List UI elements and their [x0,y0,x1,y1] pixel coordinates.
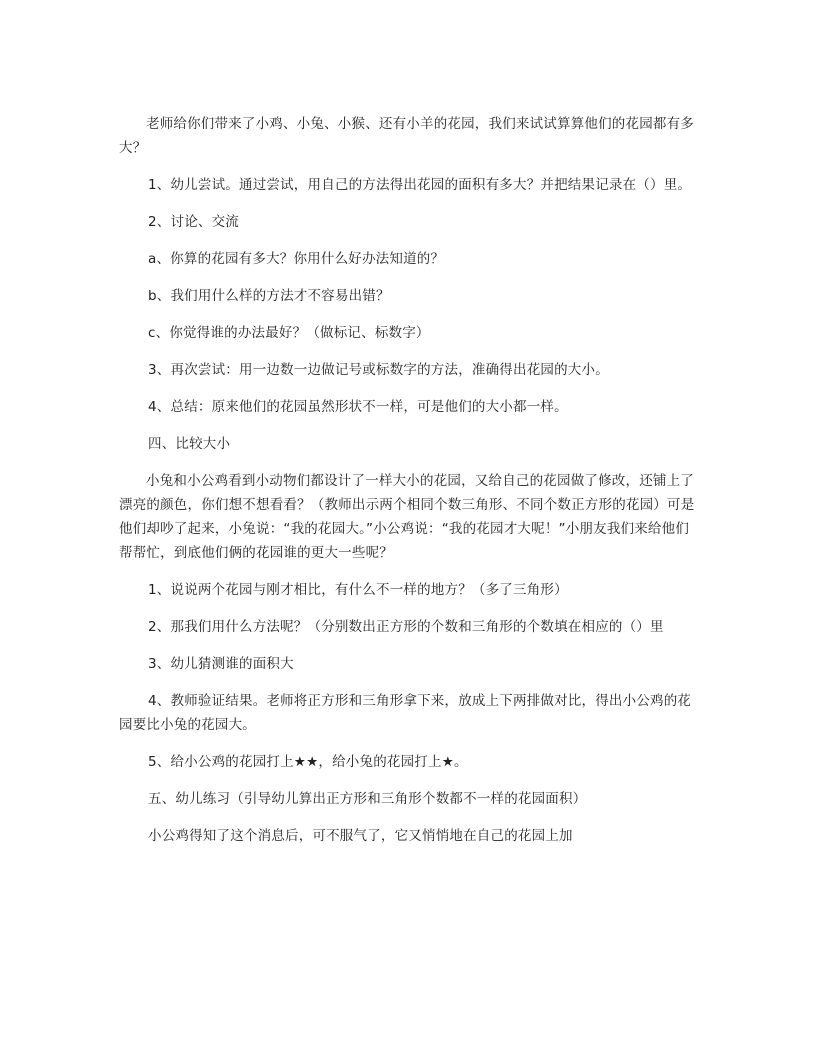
paragraph-compare-1: 1、说说两个花园与刚才相比，有什么不一样的地方？（多了三角形） [148,582,568,598]
paragraph-step-1: 1、幼儿尝试。通过尝试，用自己的方法得出花园的面积有多大？并把结果记录在（）里。 [148,177,692,193]
paragraph-step-3: 3、再次尝试：用一边数一边做记号或标数字的方法，准确得出花园的大小。 [148,362,609,378]
section-heading-4: 四、比较大小 [148,436,231,452]
paragraph-step-2c: c、你觉得谁的办法最好？（做标记、标数字） [148,325,430,341]
paragraph-step-2a: a、你算的花园有多大？你用什么好办法知道的？ [148,251,445,267]
paragraph-compare-3: 3、幼儿猜测谁的面积大 [148,656,294,672]
paragraph-step-2: 2、讨论、交流 [148,214,239,230]
paragraph-compare-4: 4、教师验证结果。老师将正方形和三角形拿下来，放成上下两排做对比，得出小公鸡的花园要比小兔的花园大。 [119,693,692,733]
paragraph-story: 小兔和小公鸡看到小动物们都设计了一样大小的花园，又给自己的花园做了修改，还铺上了漂亮的颜色，你们想不想看看？（教师出示两个相同个数三角形、不同个数正方形的花园）可是他们却吵了起来，小兔说：“我的花园大。”小公鸡说：“我的花园才大呢！”小朋友我们来给他们帮帮忙，到底他们俩的花园谁的更大一些呢？ [119,473,695,561]
document-body [119,112,699,848]
paragraph-compare-5: 5、给小公鸡的花园打上★★，给小兔的花园打上★。 [148,754,468,770]
paragraph-closing: 小公鸡得知了这个消息后，可不服气了，它又悄悄地在自己的花园上加 [148,828,573,844]
paragraph-compare-2: 2、那我们用什么方法呢？（分别数出正方形的个数和三角形的个数填在相应的（）里 [148,619,664,635]
paragraph-step-2b: b、我们用什么样的方法才不容易出错？ [148,288,390,304]
section-heading-5: 五、幼儿练习（引导幼儿算出正方形和三角形个数都不一样的花园面积） [148,791,587,807]
paragraph-step-4: 4、总结：原来他们的花园虽然形状不一样，可是他们的大小都一样。 [148,399,568,415]
paragraph-intro: 老师给你们带来了小鸡、小兔、小猴、还有小羊的花园，我们来试试算算他们的花园都有多大？ [119,116,694,156]
